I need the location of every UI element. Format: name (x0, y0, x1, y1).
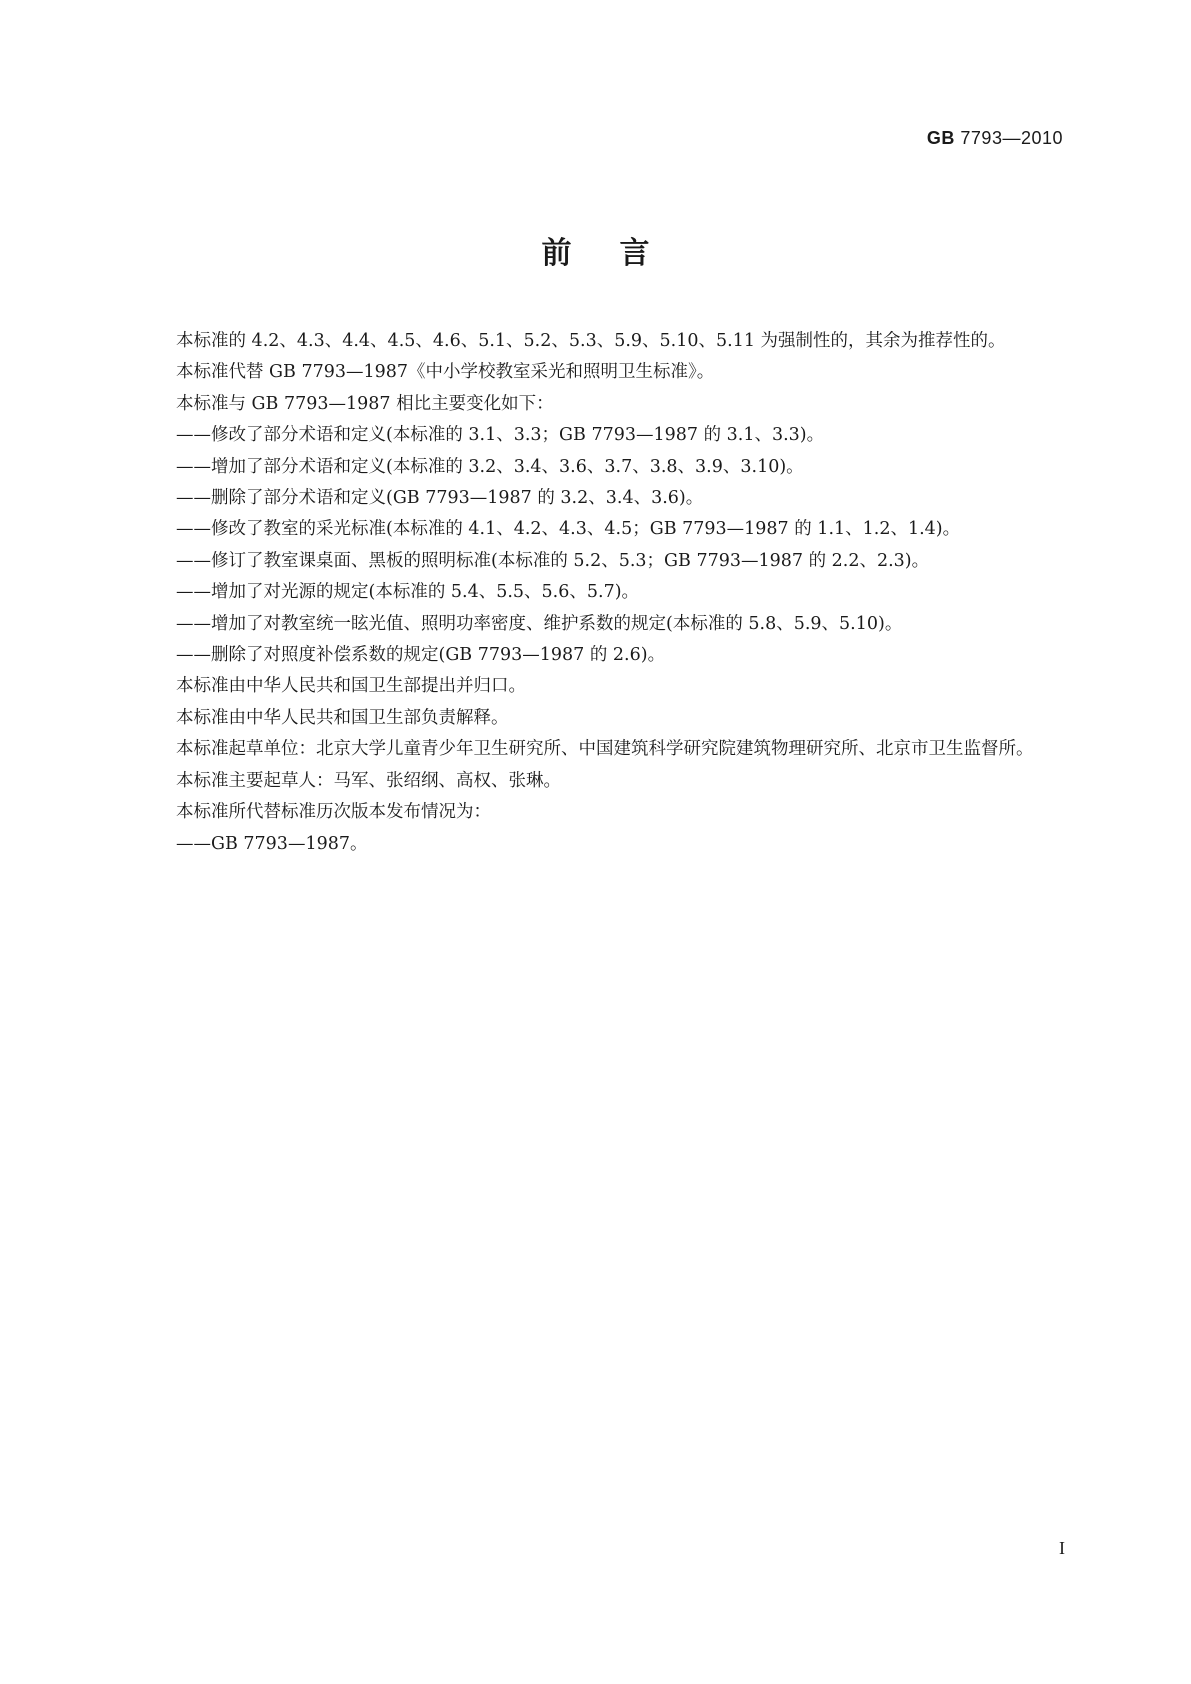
standard-code-number: 7793—2010 (960, 128, 1063, 148)
paragraph-drafting-units: 本标准起草单位：北京大学儿童青少年卫生研究所、中国建筑科学研究院建筑物理研究所、北京市卫生监督所。 (176, 739, 1034, 760)
page-number: I (1059, 1538, 1065, 1558)
history-item: ——GB 7793—1987。 (176, 833, 368, 854)
change-item: ——增加了对光源的规定(本标准的 5.4、5.5、5.6、5.7)。 (176, 582, 640, 603)
page-title: 前言 (541, 236, 698, 271)
change-item: ——修订了教室课桌面、黑板的照明标准(本标准的 5.2、5.3；GB 7793—1987 的 2.2、2.3)。 (176, 550, 930, 571)
paragraph-mandatory-clauses: 本标准的 4.2、4.3、4.4、4.5、4.6、5.1、5.2、5.3、5.9、5.10、5.11 为强制性的，其余为推荐性的。 (176, 331, 1006, 351)
paragraph-drafters: 本标准主要起草人：马军、张绍纲、高权、张琳。 (176, 770, 561, 791)
standard-code (927, 128, 1063, 149)
change-item: ——删除了部分术语和定义(GB 7793—1987 的 3.2、3.4、3.6)。 (176, 488, 704, 509)
change-item: ——修改了教室的采光标准(本标准的 4.1、4.2、4.3、4.5；GB 7793—1987 的 1.1、1.2、1.4)。 (176, 519, 961, 540)
paragraph-proposed-by: 本标准由中华人民共和国卫生部提出并归口。 (176, 676, 526, 697)
change-item: ——修改了部分术语和定义(本标准的 3.1、3.3；GB 7793—1987 的 3.1、3.3)。 (176, 425, 825, 446)
change-item: ——增加了部分术语和定义(本标准的 3.2、3.4、3.6、3.7、3.8、3.9、3.10)。 (176, 456, 804, 477)
change-item: ——删除了对照度补偿系数的规定(GB 7793—1987 的 2.6)。 (176, 645, 666, 666)
paragraph-interpreted-by: 本标准由中华人民共和国卫生部负责解释。 (176, 707, 509, 728)
paragraph-replaces: 本标准代替 GB 7793—1987《中小学校教室采光和照明卫生标准》。 (176, 362, 715, 383)
change-item: ——增加了对教室统一眩光值、照明功率密度、维护系数的规定(本标准的 5.8、5.9、5.10)。 (176, 613, 903, 634)
foreword-body (134, 326, 1068, 860)
paragraph-changes-intro: 本标准与 GB 7793—1987 相比主要变化如下： (176, 393, 554, 414)
standard-code-prefix: GB (926, 128, 955, 148)
paragraph-history-intro: 本标准所代替标准历次版本发布情况为： (176, 802, 491, 823)
